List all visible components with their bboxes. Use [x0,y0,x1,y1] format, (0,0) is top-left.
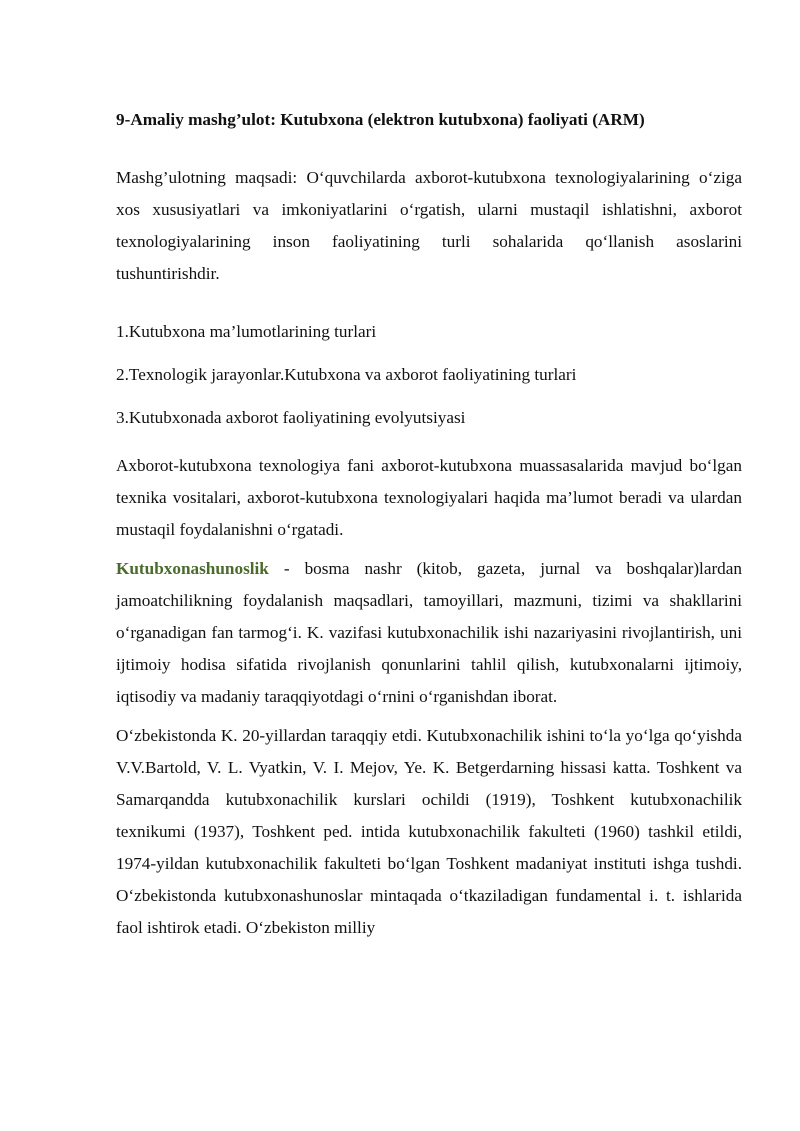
topic-list [116,320,742,430]
topic-item-3: 3.Kutubxonada axborot faoliyatining evolyutsiyasi [116,408,466,427]
page-title: 9-Amaliy mashg’ulot: Kutubxona (elektron kutubxona) faoliyati (ARM) [116,110,645,129]
intro-paragraph: Axborot-kutubxona texnologiya fani axborot-kutubxona muassasalarida mavjud bo‘lgan texnika vositalari, axborot-kutubxona texnologiyalari haqida ma’lumot beradi va ulardan mustaqil foydalanishni o‘rgatadi. [116,456,742,539]
history-paragraph: O‘zbekistonda K. 20-yillardan taraqqiy etdi. Kutubxonachilik ishini to‘la yo‘lga qo‘yishda V.V.Bartold, V. L. Vyatkin, V. I. Mejov, Ye. K. Betgerdarning hissasi katta. Toshkent va Samarqandda kutubxonachilik kurslari ochildi (1919), Toshkent kutubxonachilik texnikumi (1937), Toshkent ped. intida kutubxonachilik fakulteti (1960) tashkil etildi, 1974-yildan kutubxonachilik fakulteti bo‘lgan Toshkent madaniyat instituti ishga tushdi. O‘zbekistonda kutubxonashunoslar mintaqada o‘tkaziladigan fundamental i. t. ishlarida faol ishtirok etadi. O‘zbekiston milliy [116,726,742,937]
definition-paragraph [116,553,742,713]
topic-item-1: 1.Kutubxona ma’lumotlarining turlari [116,322,377,341]
document-body [116,108,742,944]
definition-text: - bosma nashr (kitob, gazeta, jurnal va boshqalar)lardan jamoatchilikning foydalanish maqsadlari, tamoyillari, mazmuni, tizimi va shakllarini o‘rganadigan fan tarmog‘i. K. vazifasi kutubxonachilik ishi nazariyasini rivojlantirish, uni ijtimoiy hodisa sifatida rivojlanish qonunlarini tahlil qilish, kutubxonalarni ijtimoiy, iqtisodiy va madaniy taraqqiyotdagi o‘rnini o‘rganishdan iborat. [116,559,742,706]
goal-paragraph: Mashg’ulotning maqsadi: O‘quvchilarda axborot-kutubxona texnologiyalarining o‘ziga xos xususiyatlari va imkoniyatlarini o‘rgatish, ularni mustaqil ishlatishni, axborot texnologiyalarining inson faoliyatining turli sohalarida qo‘llanish asoslarini tushuntirishdir. [116,168,742,283]
topic-item-2: 2.Texnologik jarayonlar.Kutubxona va axborot faoliyatining turlari [116,365,577,384]
definition-term: Kutubxonashunoslik [116,559,269,578]
